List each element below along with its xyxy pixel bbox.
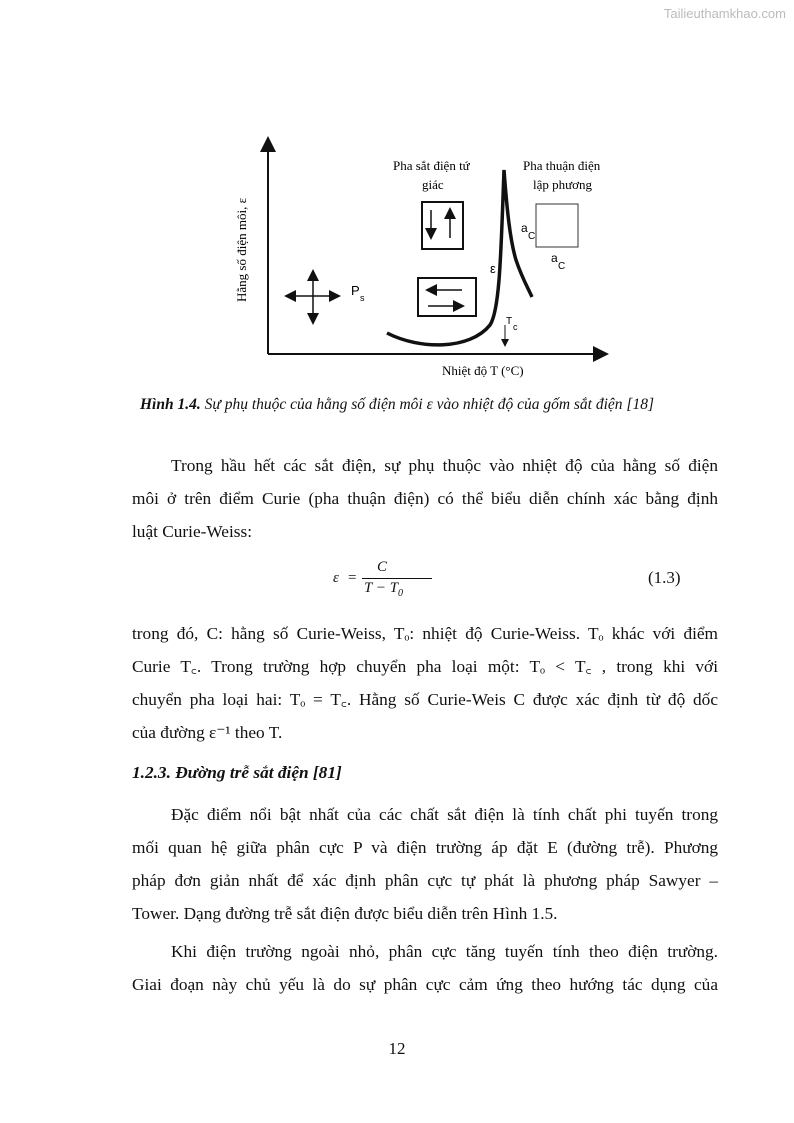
paragraph-line: môi ở trên điểm Curie (pha thuận điện) có thể biểu diễn chính xác bằng định [132, 489, 718, 508]
svg-text:a: a [521, 221, 528, 235]
paragraph-line: pháp đơn giản nhất để xác định phân cực tự phát là phương pháp Sawyer – [132, 871, 718, 890]
paragraph-line: luật Curie-Weiss: [132, 522, 253, 541]
phase-label-paraelectric: Pha thuận điện [523, 158, 601, 173]
paragraph-line: Trong hầu hết các sắt điện, sự phụ thuộc vào nhiệt độ của hằng số điện [171, 456, 718, 475]
figure-dielectric-vs-temperature [220, 130, 620, 380]
paragraph-line: Curie T꜀. Trong trường hợp chuyển pha loại một: Tₒ < T꜀ , trong khi với [132, 657, 718, 676]
document-page: Tailieuthamkhao.com Hằng số điện môi, ε Nhiệt độ T (°C) Pha sắt điện tứ giác Pha thuận điện lập phương a C a C ε T c P s Hình 1.4. Sự phụ thuộc của hằng số điện môi ε vào nhiệt độ của gốm sắt điện [18] Trong hầu hết các sắt điện, sự phụ thuộc vào nhiệt độ của hằng số điện môi ở trên điểm Curie (pha thuận điện) có thể biểu diễn chính xác bằng định luật Curie-Weiss: ε = C $T - T_0$ (1.3) trong đó, C: hằng số Curie-Weiss, Tₒ: nhiệt độ Curie-Weiss. Tₒ khác với điểm Curie T꜀. Trong trường hợp chuyển pha loại một: Tₒ < T꜀ , trong khi với chuyển pha loại hai: Tₒ = T꜀. Hằng số Curie-Weis C được xác định từ độ dốc của đường ε⁻¹ theo T. 1.2.3. Đường trễ sắt điện [81] Đặc điểm nổi bật nhất của các chất sắt điện là tính chất phi tuyến trong mối quan hệ giữa phân cực P và điện trường áp đặt E (đường trễ). Phương pháp đơn giản nhất để xác định phân cực tự phát là phương pháp Sawyer – Tower. Dạng đường trễ sắt điện được biểu diễn trên Hình 1.5. Khi điện trường ngoài nhỏ, phân cực tăng tuyến tính theo điện trường. Giai đoạn này chủ yếu là do sự phân cực cảm ứng theo hướng tác dụng của 12 [0, 0, 794, 1123]
svg-text:C: C [558, 261, 566, 272]
phase-label-ferroelectric-2: giác [422, 177, 444, 192]
tetragonal-cell-vertical [422, 202, 463, 249]
paragraph-line: Tower. Dạng đường trễ sắt điện được biểu diễn trên Hình 1.5. [132, 904, 558, 923]
y-axis-label: Hằng số điện môi, ε [234, 197, 249, 302]
watermark: Tailieuthamkhao.com [663, 6, 786, 21]
svg-text:ε: ε [490, 261, 496, 276]
section-heading: 1.2.3. Đường trễ sắt điện [81] [132, 763, 342, 782]
polarization-directions-icon [287, 272, 338, 322]
svg-text:P: P [351, 283, 360, 298]
cubic-cell [536, 204, 578, 247]
tetragonal-cell-horizontal [418, 278, 476, 316]
equation-number: (1.3) [648, 568, 681, 587]
paragraph-line: Đặc điểm nổi bật nhất của các chất sắt điện là tính chất phi tuyến trong [171, 805, 718, 824]
svg-text:s: s [360, 293, 365, 303]
svg-text:c: c [513, 322, 518, 332]
svg-text:C: C [528, 231, 536, 242]
paragraph-line: mối quan hệ giữa phân cực P và điện trường áp đặt E (đường trễ). Phương [132, 838, 718, 857]
x-axis-label: Nhiệt độ T (°C) [442, 363, 524, 378]
phase-label-ferroelectric: Pha sắt điện tứ [393, 158, 470, 173]
paragraph-line: của đường ε⁻¹ theo T. [132, 723, 283, 742]
svg-text:T: T [506, 316, 513, 327]
figure-caption: Hình 1.4. Sự phụ thuộc của hằng số điện môi ε vào nhiệt độ của gốm sắt điện [18] [140, 396, 654, 413]
phase-label-paraelectric-2: lập phương [533, 177, 593, 192]
svg-text:a: a [551, 251, 558, 265]
paragraph-line: chuyển pha loại hai: Tₒ = T꜀. Hằng số Curie-Weis C được xác định từ độ dốc [132, 690, 718, 709]
paragraph-line: Khi điện trường ngoài nhỏ, phân cực tăng tuyến tính theo điện trường. [171, 942, 718, 961]
paragraph-line: trong đó, C: hằng số Curie-Weiss, Tₒ: nhiệt độ Curie-Weiss. Tₒ khác với điểm [132, 624, 718, 643]
paragraph-line: Giai đoạn này chủ yếu là do sự phân cực cảm ứng theo hướng tác dụng của [132, 975, 718, 994]
page-number: 12 [388, 1039, 406, 1058]
